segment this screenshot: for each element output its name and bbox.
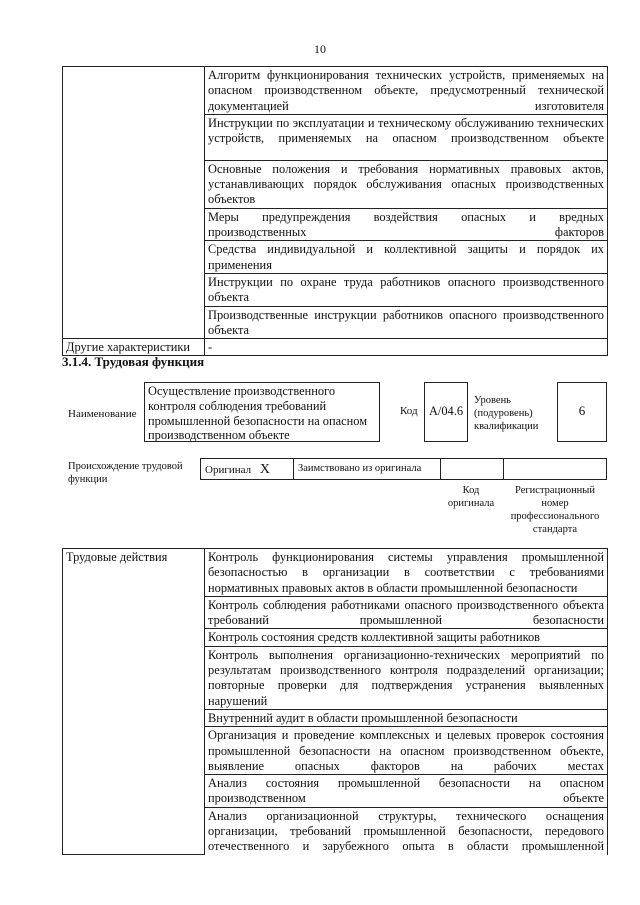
table-row — [63, 67, 608, 115]
action-item: Контроль соблюдения работниками опасного производственного объекта требований промышленной безопасности — [205, 596, 608, 629]
level-label: Уровень (подуровень) квалификации — [474, 395, 539, 432]
action-item: Анализ организационной структуры, технического оснащения организации, требований промышленной безопасности, передового отечественного и зарубежного опыта в области промышленной — [205, 807, 608, 855]
knowledge-item: Производственные инструкции работников опасного производственного объекта — [205, 306, 608, 339]
knowledge-item: Меры предупреждения воздействия опасных и вредных производственных факторов — [205, 208, 608, 241]
action-item: Организация и проведение комплексных и целевых проверок состояния промышленной безопасности на опасном производственном объекте, выявление опасных факторов на рабочих местах — [205, 727, 608, 775]
knowledge-item: Основные положения и требования нормативных правовых актов, устанавливающих порядок обслуживания опасных производственных объектов — [205, 160, 608, 208]
other-characteristics-label: Другие характеристики — [63, 339, 205, 356]
actions-label: Трудовые действия — [63, 549, 205, 855]
action-item: Контроль состояния средств коллективной защиты работников — [205, 629, 608, 646]
knowledge-item: Инструкции по эксплуатации и техническому обслуживанию технических устройств, применяемых на опасном производственном объекте — [205, 114, 608, 160]
name-label: Наименование — [68, 408, 137, 420]
knowledge-table — [62, 66, 608, 356]
action-item: Внутренний аудит в области промышленной безопасности — [205, 709, 608, 726]
registration-number-cell — [503, 458, 607, 480]
action-item: Контроль функционирования системы управления промышленной безопасностью в организации в соответствии с требованиями нормативных правовых актов в области промышленной безопасности — [205, 549, 608, 597]
labour-actions-table — [62, 548, 608, 855]
original-label: Оригинал — [205, 464, 252, 476]
code-original-cell — [440, 458, 504, 480]
code-original-caption: Код оригинала — [447, 485, 495, 509]
function-name: Осуществление производственного контроля соблюдения требований промышленной безопасности на опасном производственном объекте — [144, 382, 380, 442]
borrowed-label: Заимствовано из оригинала — [293, 458, 441, 480]
other-characteristics-value: - — [205, 339, 608, 356]
action-item: Анализ состояния промышленной безопасности на опасном производственном объекте — [205, 775, 608, 808]
code-label: Код — [400, 405, 418, 417]
table-row — [63, 549, 608, 597]
original-mark: X — [259, 462, 270, 477]
empty-label-cell — [63, 67, 205, 339]
knowledge-item: Алгоритм функционирования технических устройств, применяемых на опасном производственном объекте, предусмотренный технической документацией изготовителя — [205, 67, 608, 115]
page-number: 10 — [314, 42, 326, 56]
function-code: A/04.6 — [424, 382, 468, 442]
knowledge-item: Средства индивидуальной и коллективной защиты и порядок их применения — [205, 241, 608, 274]
original-cell — [200, 458, 294, 480]
registration-number-caption: Регистрационный номер профессионального стандарта — [510, 485, 600, 535]
origin-label: Происхождение трудовой функции — [68, 461, 183, 485]
section-heading: 3.1.4. Трудовая функция — [62, 354, 205, 369]
action-item: Контроль выполнения организационно-технических мероприятий по результатам производственного контроля подразделений организации; повторные проверки для подтверждения устранения выявленных нарушений — [205, 646, 608, 709]
qualification-level: 6 — [557, 382, 607, 442]
knowledge-item: Инструкции по охране труда работников опасного производственного объекта — [205, 273, 608, 306]
